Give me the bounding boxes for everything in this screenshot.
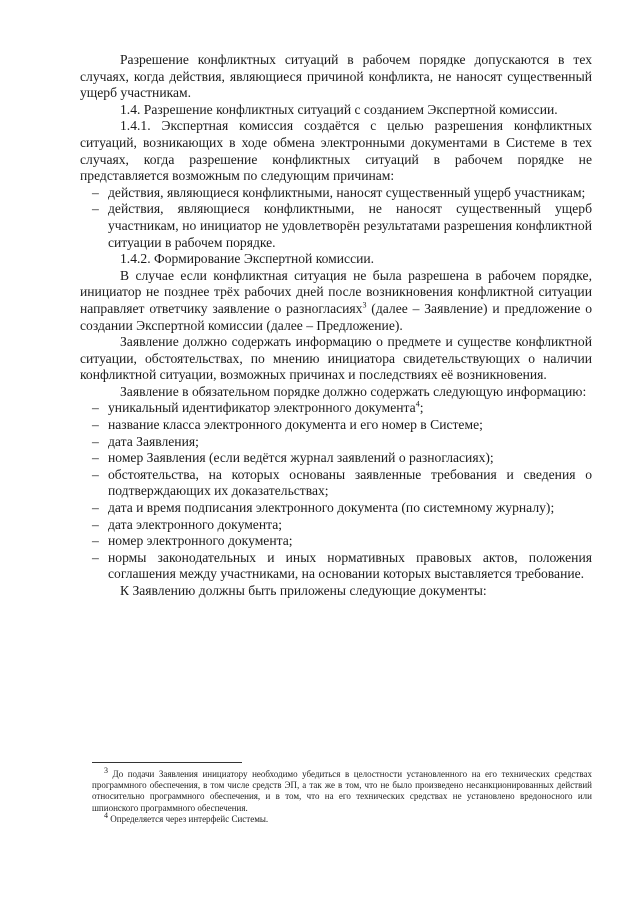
list-item: – номер электронного документа; <box>92 533 293 549</box>
footnote-4: $^4$ Определяется через интерфейс Системы. <box>104 810 269 824</box>
document-body <box>80 52 592 600</box>
footnote-3: $^3$ До подачи Заявления инициатору необходимо убедиться в целостности установленного на его технических средствах программного обеспечения, в том числе средств ЭП, а так же в том, что не было произведено несанкционированных действий относительно программного обеспечения, и в том, что на его технических средствах не установлено вредоносного или шпионского программного обеспечения. <box>92 766 592 813</box>
reasons-list <box>80 185 592 251</box>
list-item: – действия, являющиеся конфликтными, наносят существенный ущерб участникам; <box>92 184 586 200</box>
paragraph-statement-content: Заявление должно содержать информацию о предмете и существе конфликтной ситуации, обстоятельствах, по мнению инициатора свидетельствующих о наличии конфликтной ситуации, возможных причинах и последствиях её возникновения. <box>80 334 592 383</box>
paragraph-working-order: Разрешение конфликтных ситуаций в рабочем порядке допускаются в тех случаях, когда действия, являющиеся причиной конфликта, не наносят существенный ущерб участникам. <box>80 52 592 101</box>
list-item: – нормы законодательных и иных нормативных правовых актов, положения соглашения между участниками, на основании которых выставляется требование. <box>92 549 592 582</box>
list-item: – дата и время подписания электронного документа (по системному журналу); <box>92 500 555 516</box>
paragraph-attachments: К Заявлению должны быть приложены следующие документы: <box>120 583 487 598</box>
footnote-divider <box>92 762 242 763</box>
required-info-list <box>80 400 592 583</box>
list-item: – обстоятельства, на которых основаны заявленные требования и сведения о подтверждающих их доказательствах; <box>92 466 592 499</box>
list-item: – дата Заявления; <box>92 433 199 449</box>
list-item: – уникальный идентификатор электронного документа$^4$; <box>92 399 424 416</box>
list-item: – номер Заявления (если ведётся журнал заявлений о разногласиях); <box>92 450 494 466</box>
list-item: – действия, являющиеся конфликтными, не наносят существенный ущерб участникам, но инициатор не удовлетворён результатами разрешения конфликтной ситуации в рабочем порядке. <box>92 201 592 250</box>
footnotes <box>92 762 592 825</box>
paragraph-1-4-1: 1.4.1. Экспертная комиссия создаётся с целью разрешения конфликтных ситуаций, возникающих в ходе обмена электронными документами в Системе в тех случаях, когда разрешение конфликтных ситуаций в рабочем порядке не представляется возможным по следующим причинам: <box>80 118 592 184</box>
paragraph-required-info: Заявление в обязательном порядке должно содержать следующую информацию: <box>120 383 587 399</box>
footnote-ref-4: 4 <box>415 399 420 409</box>
footnote-ref-3: 3 <box>362 300 367 310</box>
section-heading-1-4: 1.4. Разрешение конфликтных ситуаций с созданием Экспертной комиссии. <box>120 101 558 117</box>
list-item: – дата электронного документа; <box>92 516 283 532</box>
list-item: – название класса электронного документа и его номер в Системе; <box>92 417 483 433</box>
section-heading-1-4-2: 1.4.2. Формирование Экспертной комиссии. <box>120 251 375 267</box>
paragraph-statement: В случае если конфликтная ситуация не была разрешена в рабочем порядке, инициатор не позднее трёх рабочих дней после возникновения конфликтной ситуации направляет ответчику заявление о разногласиях$^3$ (далее – Заявление) и предложение о создании Экспертной комиссии (далее – Предложение). <box>80 267 592 333</box>
